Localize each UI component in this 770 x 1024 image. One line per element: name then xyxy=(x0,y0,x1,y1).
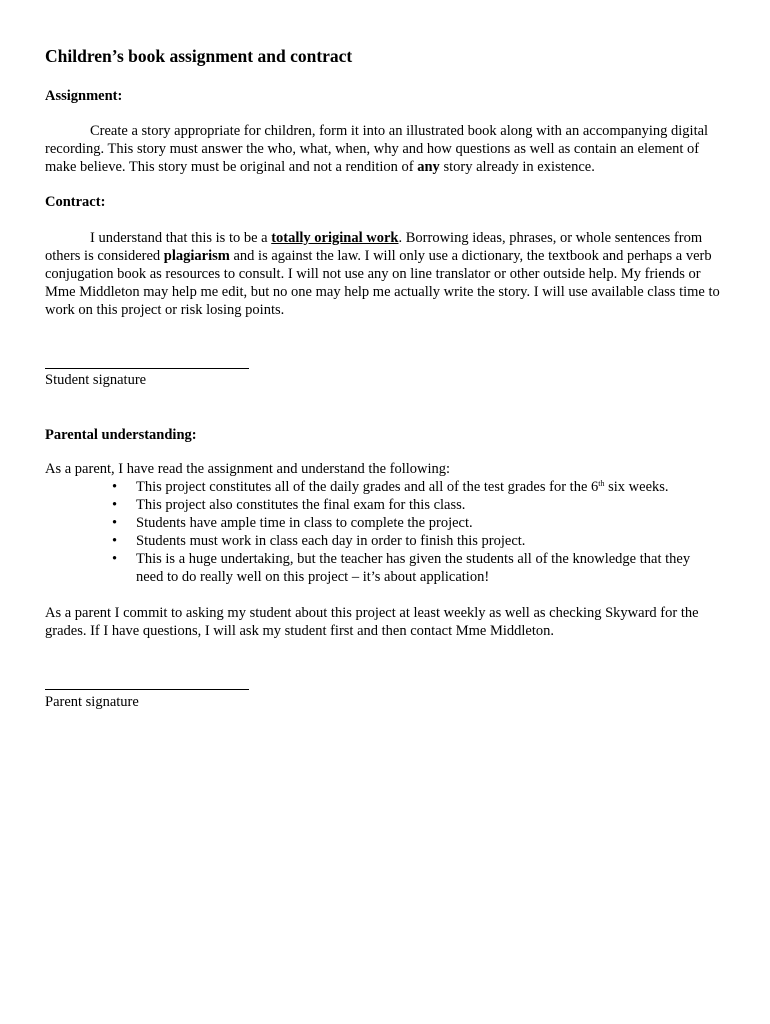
list-item xyxy=(106,532,716,550)
document-title: Children’s book assignment and contract xyxy=(45,46,353,66)
list-item-text: This project also constitutes the final exam for this class. xyxy=(136,497,466,513)
list-item-superscript: th xyxy=(598,479,605,488)
understanding-list xyxy=(106,478,716,586)
parent-signature-label: Parent signature xyxy=(45,694,139,710)
assignment-text-end: story already in existence. xyxy=(439,159,595,175)
parental-intro: As a parent, I have read the assignment and understand the following: xyxy=(45,461,451,477)
bullet-icon: • xyxy=(112,515,118,531)
bullet-icon: • xyxy=(112,533,118,549)
bullet-icon: • xyxy=(112,479,118,495)
contract-paragraph xyxy=(45,229,725,319)
list-item-text: This is a huge undertaking, but the teacher has given the students all of the knowledge that they need to do really well on this project – it’s about application! xyxy=(136,551,691,585)
list-item-text: Students have ample time in class to complete the project. xyxy=(136,515,473,531)
student-signature-line[interactable] xyxy=(45,368,249,369)
assignment-paragraph xyxy=(45,122,725,176)
list-item xyxy=(106,478,716,496)
list-item-text-end: six weeks. xyxy=(604,479,669,495)
bullet-icon: • xyxy=(112,551,118,567)
list-item-text: Students must work in class each day in order to finish this project. xyxy=(136,533,526,549)
student-signature-label: Student signature xyxy=(45,372,147,388)
assignment-bold-word: any xyxy=(417,159,440,175)
parental-commitment: As a parent I commit to asking my student about this project at least weekly as well as checking Skyward for the grades. If I have questions, I will ask my student first and then contact Mme Middleton. xyxy=(45,605,699,639)
contract-text-3: and is against the law. I will only use a dictionary, the textbook and perhaps a verb conjugation book as resources to consult. I will not use any on line translator or other outside help. My friends or Mme Middleton may help me edit, but no one may help me actually write the story. I will use available class time to work on this project or risk losing points. xyxy=(45,248,720,318)
contract-bold-word: plagiarism xyxy=(163,248,230,264)
assignment-heading: Assignment: xyxy=(45,88,123,104)
bullet-icon: • xyxy=(112,497,118,513)
assignment-text: Create a story appropriate for children, form it into an illustrated book along with an accompanying digital recording. This story must answer the who, what, when, why and how questions as well as contain an element of make believe. This story must be original and not a rendition of xyxy=(45,123,709,175)
contract-text-1: I understand that this is to be a xyxy=(90,230,272,246)
contract-heading: Contract: xyxy=(45,194,106,210)
list-item xyxy=(106,496,716,514)
list-item-text: This project constitutes all of the daily grades and all of the test grades for the 6 xyxy=(136,479,599,495)
contract-text-2: . Borrowing ideas, phrases, or whole sentences from others is considered xyxy=(45,230,703,264)
parent-signature-line[interactable] xyxy=(45,689,249,690)
list-item xyxy=(106,514,716,532)
parental-heading: Parental understanding: xyxy=(45,427,197,443)
list-item xyxy=(106,550,716,586)
contract-emphasis: totally original work xyxy=(271,230,399,246)
